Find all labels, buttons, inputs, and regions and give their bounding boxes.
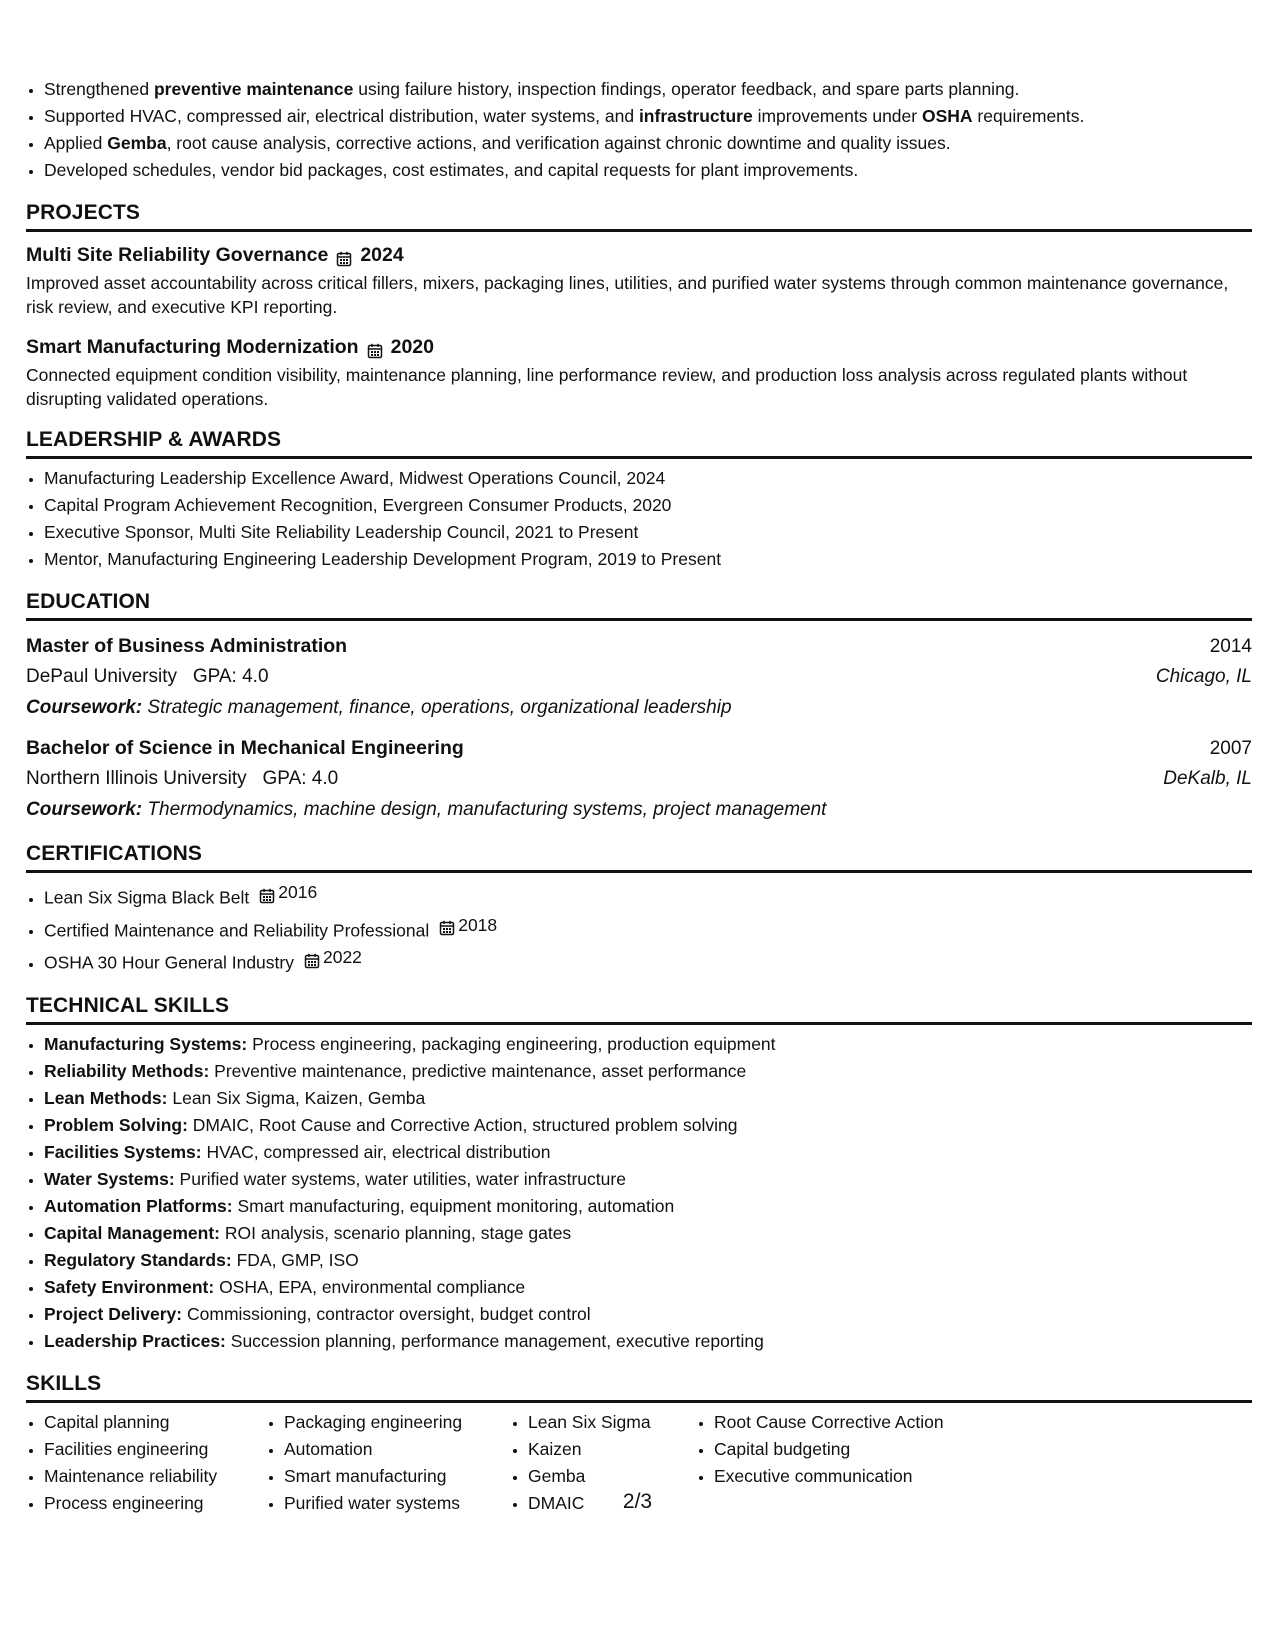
list-item: • Manufacturing Systems: Process engineering, packaging engineering, production equipment: [44, 1031, 1252, 1058]
list-item: • Process engineering: [44, 1490, 266, 1517]
list-item: • Manufacturing Leadership Excellence Award, Midwest Operations Council, 2024: [44, 465, 1252, 492]
project-item: [26, 241, 1252, 319]
experience-bullet: • Strengthened preventive maintenance using failure history, inspection findings, operator feedback, and spare parts planning.: [44, 76, 1252, 103]
calendar-icon: [259, 885, 275, 901]
section-title: CERTIFICATIONS: [26, 842, 1252, 873]
page-number: 2/3: [622, 1490, 653, 1513]
resume-page: [26, 76, 1252, 1517]
list-item: • Automation Platforms: Smart manufacturing, equipment monitoring, automation: [44, 1193, 1252, 1220]
certifications-section: [26, 842, 1252, 977]
list-item: • Certified Maintenance and Reliability Professional 2018: [44, 912, 1252, 945]
list-item: • Packaging engineering: [284, 1409, 510, 1436]
technical-skills-section: [26, 994, 1252, 1355]
list-item: • Executive communication: [714, 1463, 1014, 1490]
section-title: EDUCATION: [26, 590, 1252, 621]
list-item: • Capital planning: [44, 1409, 266, 1436]
leadership-section: [26, 428, 1252, 573]
technical-skills-list: [26, 1031, 1252, 1355]
calendar-icon: [367, 339, 383, 355]
leadership-list: [26, 465, 1252, 573]
list-item: • DMAIC: [528, 1490, 696, 1517]
list-item: • Kaizen: [528, 1436, 696, 1463]
project-item: [26, 333, 1252, 411]
list-item: • OSHA 30 Hour General Industry 2022: [44, 944, 1252, 977]
list-item: • Leadership Practices: Succession planning, performance management, executive reporting: [44, 1328, 1252, 1355]
section-title: SKILLS: [26, 1372, 1252, 1403]
list-item: • Capital Management: ROI analysis, scenario planning, stage gates: [44, 1220, 1252, 1247]
gpa: GPA: 4.0: [192, 666, 269, 687]
section-title: TECHNICAL SKILLS: [26, 994, 1252, 1025]
experience-bullet: • Developed schedules, vendor bid packages, cost estimates, and capital requests for plant improvements.: [44, 157, 1252, 184]
gpa: GPA: 4.0: [262, 768, 339, 789]
projects-section: [26, 201, 1252, 411]
project-name: Multi Site Reliability Governance: [26, 244, 329, 266]
experience-bullets: [26, 76, 1252, 184]
degree-title: Master of Business Administration: [26, 635, 348, 657]
calendar-icon: [336, 247, 352, 263]
list-item: • Executive Sponsor, Multi Site Reliability Leadership Council, 2021 to Present: [44, 519, 1252, 546]
list-item: • Smart manufacturing: [284, 1463, 510, 1490]
section-title: LEADERSHIP & AWARDS: [26, 428, 1252, 459]
list-item: • Water Systems: Purified water systems, water utilities, water infrastructure: [44, 1166, 1252, 1193]
list-item: • Capital budgeting: [714, 1436, 1014, 1463]
education-section: [26, 590, 1252, 825]
calendar-icon: [439, 917, 455, 933]
project-description: Connected equipment condition visibility, maintenance planning, line performance review, and production loss analysis across regulated plants without disrupting validated operations.: [26, 365, 1188, 409]
school-location: Chicago, IL: [1155, 666, 1252, 687]
school-location: DeKalb, IL: [1163, 768, 1252, 789]
coursework: Coursework: Thermodynamics, machine design, manufacturing systems, project management: [26, 799, 827, 820]
section-title: PROJECTS: [26, 201, 1252, 232]
experience-bullet: • Supported HVAC, compressed air, electrical distribution, water systems, and infrastructure improvements under OSHA requirements.: [44, 103, 1252, 130]
list-item: • Reliability Methods: Preventive maintenance, predictive maintenance, asset performance: [44, 1058, 1252, 1085]
school-name: DePaul University: [26, 666, 177, 687]
list-item: • Regulatory Standards: FDA, GMP, ISO: [44, 1247, 1252, 1274]
education-item: [26, 631, 1252, 723]
graduation-year: 2007: [1209, 738, 1252, 759]
list-item: • Lean Six Sigma: [528, 1409, 696, 1436]
list-item: • Facilities engineering: [44, 1436, 266, 1463]
list-item: • Lean Methods: Lean Six Sigma, Kaizen, Gemba: [44, 1085, 1252, 1112]
list-item: • Automation: [284, 1436, 510, 1463]
list-item: • Maintenance reliability: [44, 1463, 266, 1490]
graduation-year: 2014: [1209, 636, 1252, 657]
list-item: • Capital Program Achievement Recognition, Evergreen Consumer Products, 2020: [44, 492, 1252, 519]
degree-title: Bachelor of Science in Mechanical Engineering: [26, 737, 464, 759]
project-year: 2024: [360, 244, 404, 266]
education-item: [26, 733, 1252, 825]
experience-bullet: • Applied Gemba, root cause analysis, corrective actions, and verification against chronic downtime and quality issues.: [44, 130, 1252, 157]
list-item: • Project Delivery: Commissioning, contractor oversight, budget control: [44, 1301, 1252, 1328]
list-item: • Problem Solving: DMAIC, Root Cause and Corrective Action, structured problem solving: [44, 1112, 1252, 1139]
list-item: • Mentor, Manufacturing Engineering Leadership Development Program, 2019 to Present: [44, 546, 1252, 573]
project-year: 2020: [390, 336, 434, 358]
list-item: • Gemba: [528, 1463, 696, 1490]
project-description: Improved asset accountability across critical fillers, mixers, packaging lines, utilities, and purified water systems through common maintenance governance, risk review, and executive KPI reporting.: [26, 273, 1229, 317]
certifications-list: [26, 879, 1252, 977]
coursework: Coursework: Strategic management, finance, operations, organizational leadership: [26, 697, 732, 718]
list-item: • Purified water systems: [284, 1490, 510, 1517]
list-item: • Safety Environment: OSHA, EPA, environmental compliance: [44, 1274, 1252, 1301]
school-name: Northern Illinois University: [26, 768, 247, 789]
list-item: • Root Cause Corrective Action: [714, 1409, 1014, 1436]
list-item: • Facilities Systems: HVAC, compressed air, electrical distribution: [44, 1139, 1252, 1166]
list-item: • Lean Six Sigma Black Belt 2016: [44, 879, 1252, 912]
project-name: Smart Manufacturing Modernization: [26, 336, 359, 358]
calendar-icon: [304, 950, 320, 966]
